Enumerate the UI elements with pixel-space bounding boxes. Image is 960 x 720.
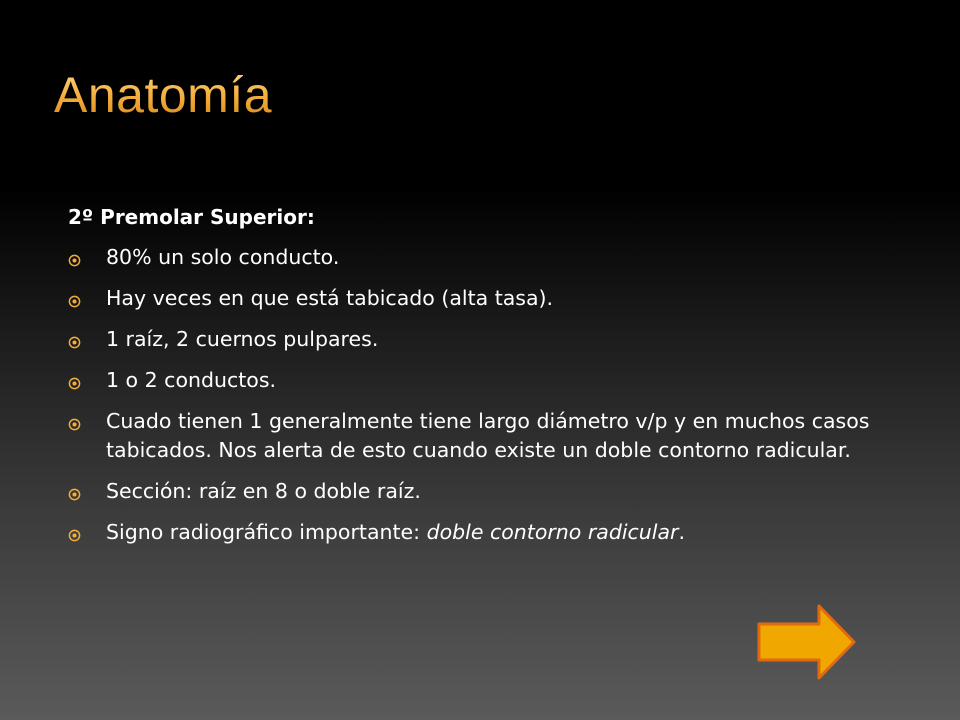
target-bullet-icon xyxy=(68,377,81,390)
list-item-italic-text: doble contorno radicular xyxy=(426,520,679,544)
list-item xyxy=(68,243,908,272)
list-item-text: 1 raíz, 2 cuernos pulpares. xyxy=(106,327,379,351)
target-bullet-icon xyxy=(68,254,81,267)
list-item xyxy=(68,284,908,313)
list-item-text: Cuado tienen 1 generalmente tiene largo diámetro v/p y en muchos casos tabicados. Nos alerta de esto cuando existe un doble contorno radicular. xyxy=(106,409,870,462)
right-arrow-icon[interactable] xyxy=(757,604,857,680)
list-item-text: 80% un solo conducto. xyxy=(106,245,340,269)
slide-title: Anatomía xyxy=(54,67,273,123)
list-item-text: Sección: raíz en 8 o doble raíz. xyxy=(106,479,421,503)
target-bullet-icon xyxy=(68,418,81,431)
list-item xyxy=(68,477,908,506)
list-item xyxy=(68,366,908,395)
bullet-list xyxy=(68,243,908,547)
list-item-text: Hay veces en que está tabicado (alta tasa). xyxy=(106,286,554,310)
list-item xyxy=(68,407,908,465)
target-bullet-icon xyxy=(68,295,81,308)
target-bullet-icon xyxy=(68,336,81,349)
list-item xyxy=(68,518,908,547)
slide-content xyxy=(68,205,908,559)
list-item-text: Signo radiográfico importante: xyxy=(106,520,427,544)
target-bullet-icon xyxy=(68,529,81,542)
list-item xyxy=(68,325,908,354)
list-item-text: 1 o 2 conductos. xyxy=(106,368,277,392)
target-bullet-icon xyxy=(68,488,81,501)
list-item-text-end: . xyxy=(678,520,686,544)
section-heading: 2º Premolar Superior: xyxy=(68,205,315,229)
